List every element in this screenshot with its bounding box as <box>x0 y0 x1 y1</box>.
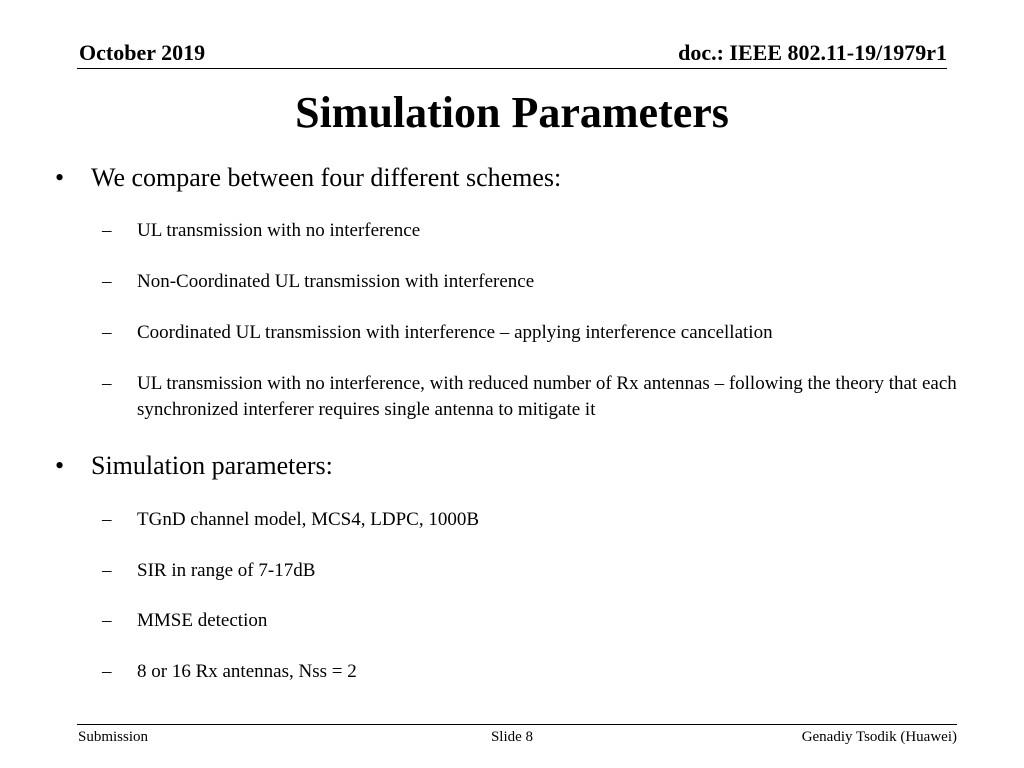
header-date: October 2019 <box>79 40 206 65</box>
header-divider <box>77 68 947 69</box>
dash-marker: – <box>102 560 112 581</box>
footer-divider <box>77 724 957 725</box>
bullet-marker: • <box>55 163 65 192</box>
subitem-text: 8 or 16 Rx antennas, Nss = 2 <box>137 661 357 682</box>
bullet-text: Simulation parameters: <box>91 451 333 480</box>
subitem-text: UL transmission with no interference, with reduced number of Rx antennas – following the theory that each synchronized interferer requires single antenna to mitigate it <box>137 373 957 420</box>
bullet-text: We compare between four different schemes: <box>91 163 562 192</box>
bullet-marker: • <box>55 451 65 480</box>
dash-marker: – <box>102 610 112 631</box>
footer-author: Genadiy Tsodik (Huawei) <box>801 729 957 745</box>
header-doc-id: doc.: IEEE 802.11-19/1979r1 <box>678 40 947 65</box>
dash-marker: – <box>102 271 112 292</box>
subitem-text: Non-Coordinated UL transmission with interference <box>137 271 535 292</box>
slide-title: Simulation Parameters <box>295 88 729 137</box>
dash-marker: – <box>102 220 112 241</box>
subitem-text: Coordinated UL transmission with interference – applying interference cancellation <box>137 322 773 343</box>
subitem-text: SIR in range of 7-17dB <box>137 560 316 581</box>
dash-marker: – <box>102 373 112 394</box>
subitem-text: UL transmission with no interference <box>137 220 421 241</box>
subitem-text: MMSE detection <box>137 610 268 631</box>
dash-marker: – <box>102 509 112 530</box>
footer-submission: Submission <box>78 729 149 745</box>
dash-marker: – <box>102 661 112 682</box>
footer-slide-number: Slide 8 <box>490 729 534 745</box>
subitem-text: TGnD channel model, MCS4, LDPC, 1000B <box>137 509 479 530</box>
dash-marker: – <box>102 322 112 343</box>
